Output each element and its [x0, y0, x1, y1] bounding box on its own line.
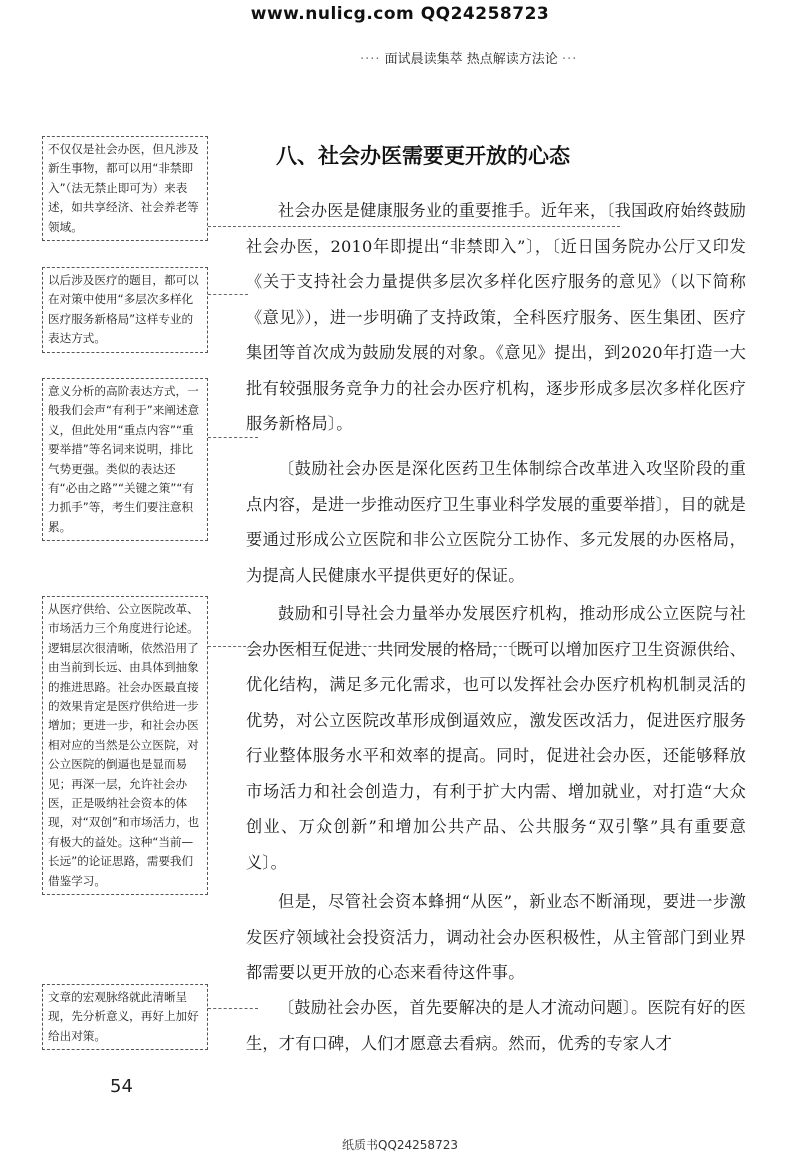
running-head	[360, 48, 600, 67]
margin-note-3: 意义分析的高阶表达方式，一般我们会声“有利于”来阐述意义，但此处用“重点内容”“重要举措”等名词来说明，排比气势更强。类似的表达还有“必由之路”“关键之策”“有力抓手”等，考生们要注意积累。	[42, 378, 208, 541]
margin-note-2: 以后涉及医疗的题目，都可以在对策中使用“多层次多样化医疗服务新格局”这样专业的表达方式。	[42, 267, 208, 353]
body-paragraph-5: 〔鼓励社会办医，首先要解决的是人才流动问题〕。医院有好的医生，才有口碑，人们才愿意去看病。然而，优秀的专家人才	[246, 998, 746, 1053]
source-watermark-url: www.nulicg.com QQ24258723	[250, 4, 550, 24]
leader-line-1	[208, 226, 620, 227]
leader-line-4	[208, 646, 542, 647]
margin-note-4: 从医疗供给、公立医院改革、市场活力三个角度进行论述。逻辑层次很清晰，依然沿用了由当前到长远、由具体到抽象的推进思路。社会办医最直接的效果肯定是医疗供给进一步增加；更进一步，和社会办医相对应的当然是公立医院，对公立医院的倒逼也是显而易见；再深一层，允许社会办医，正是吸纳社会资本的体现，对“双创”和市场活力，也有极大的益处。这种“当前—长远”的论证思路，需要我们借鉴学习。	[42, 596, 208, 895]
leader-line-3	[208, 437, 258, 438]
body-paragraph-4: 但是，尽管社会资本蜂拥“从医”，新业态不断涌现，要进一步激发医疗领域社会投资活力，调动社会办医积极性，从主管部门到业界都需要以更开放的心态来看待这件事。	[246, 892, 746, 982]
margin-note-5: 文章的宏观脉络就此清晰呈现，先分析意义，再好上加好给出对策。	[42, 984, 208, 1050]
leader-line-2	[208, 294, 248, 295]
margin-note-1: 不仅仅是社会办医，但凡涉及新生事物，都可以用“非禁即入”（法无禁止即可为）来表述，如共享经济、社会养老等领域。	[42, 136, 208, 241]
footer-watermark: 纸质书QQ24258723	[342, 1138, 458, 1152]
body-paragraph-1: 社会办医是健康服务业的重要推手。近年来，〔我国政府始终鼓励社会办医，2010年即提出“非禁即入”〕，〔近日国务院办公厅又印发《关于支持社会力量提供多层次多样化医疗服务的意见》（以下简称《意见》），进一步明确了支持政策，全科医疗服务、医生集团、医疗集团等首次成为鼓励发展的对象。《意见》提出，到2020年打造一大批有较强服务竞争力的社会办医疗机构，逐步形成多层次多样化医疗服务新格局〕。	[246, 201, 746, 433]
section-title: 八、社会办医需要更开放的心态	[276, 144, 570, 168]
running-head-text: 面试晨读集萃 热点解读方法论	[384, 52, 558, 67]
leader-line-5	[208, 1008, 258, 1009]
body-paragraph-2: 〔鼓励社会办医是深化医药卫生体制综合改革进入攻坚阶段的重点内容，是进一步推动医疗卫生事业科学发展的重要举措〕，目的就是要通过形成公立医院和非公立医院分工协作、多元发展的办医格局，为提高人民健康水平提供更好的保证。	[246, 459, 746, 585]
running-head-dots-right: ···	[561, 52, 578, 67]
body-paragraph-3: 鼓励和引导社会力量举办发展医疗机构，推动形成公立医院与社会办医相互促进、共同发展的格局，〔既可以增加医疗卫生资源供给、优化结构，满足多元化需求，也可以发挥社会办医疗机构机制灵活的优势，对公立医院改革形成倒逼效应，激发医改活力，促进医疗服务行业整体服务水平和效率的提高。同时，促进社会办医，还能够释放市场活力和社会创造力，有利于扩大内需、增加就业，对打造“大众创业、万众创新”和增加公共产品、公共服务“双引擎”具有重要意义〕。	[246, 604, 746, 872]
page-number: 54	[110, 1076, 133, 1097]
running-head-dots-left: ····	[360, 52, 381, 67]
